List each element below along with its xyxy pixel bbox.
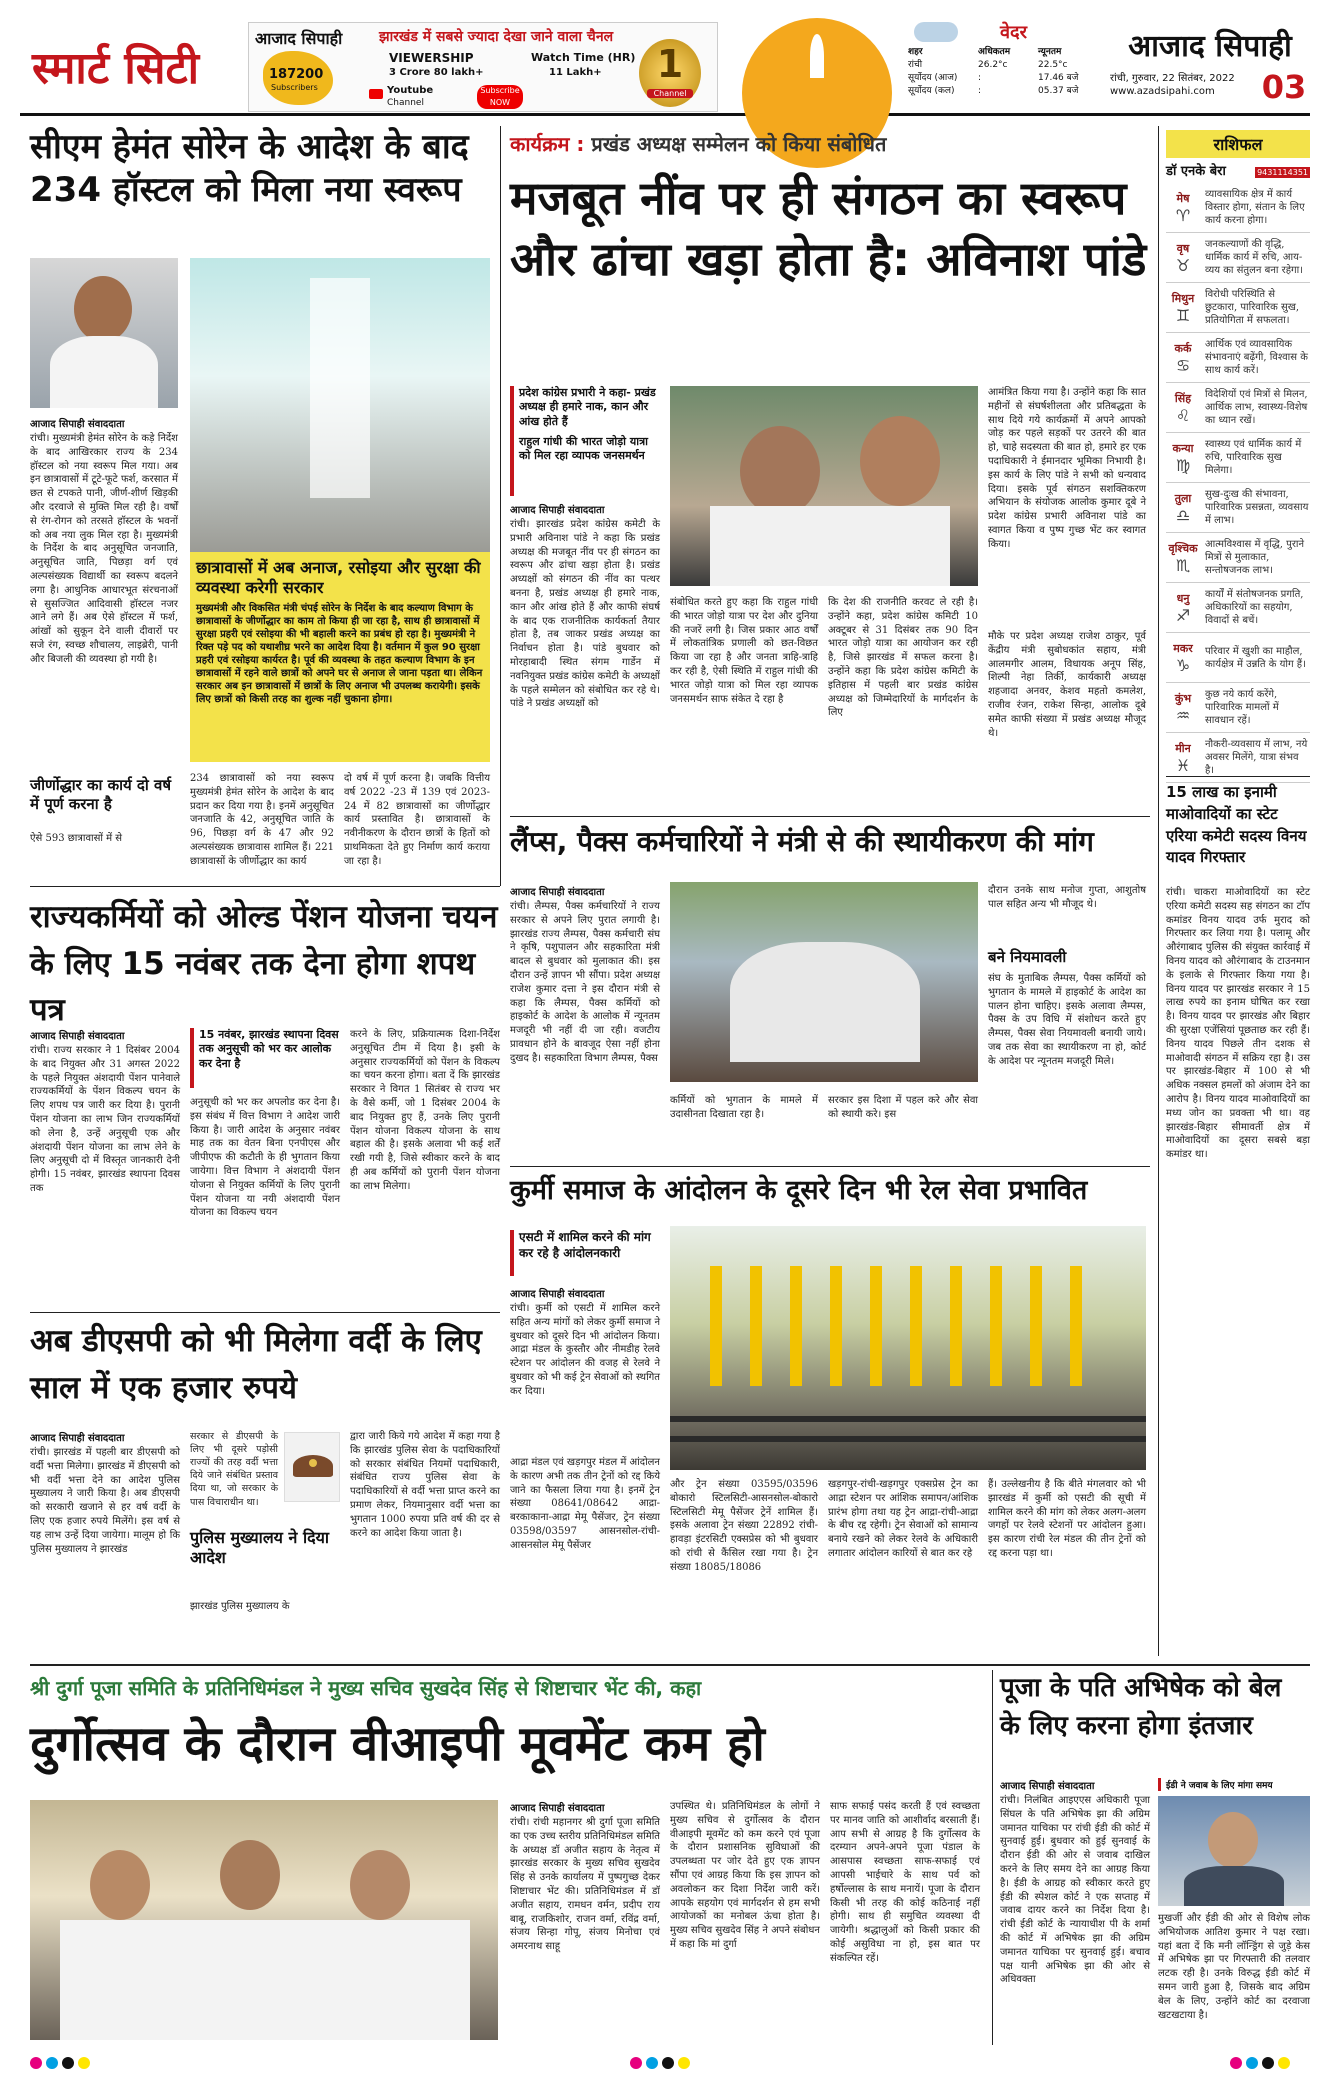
kurmi-rail-photo	[670, 1226, 1146, 1470]
dateline: रांची, गुरुवार, 22 सितंबर, 2022	[1110, 73, 1235, 84]
rashifal-sign-name: सिंह	[1174, 391, 1192, 405]
bail-tag: ईडी ने जवाब के लिए मांगा समय	[1158, 1778, 1310, 1791]
rashifal-item	[1166, 633, 1310, 683]
rashifal-sign-name: मकर	[1173, 641, 1193, 655]
rashifal-box	[1166, 130, 1310, 776]
pension-note: 15 नवंबर, झारखंड स्थापना दिवस तक अनुसूची को भर कर आलोक कर देना है	[190, 1028, 340, 1088]
watch-time-label: Watch Time (HR)	[531, 51, 636, 64]
hostel-byline: आजाद सिपाही संवाददाता	[30, 419, 125, 430]
congress-quote-1: प्रदेश कांग्रेस प्रभारी ने कहा- प्रखंड अध्यक्ष ही हमारे नाक, कान और आंख होते हैं	[519, 386, 656, 428]
congress-quote-2: राहुल गांधी की भारत जोड़ो यात्रा को मिल रहा व्यापक जनसमर्थन	[519, 434, 648, 463]
maoist-body: रांची। चाकरा माओवादियों का स्टेट एरिया कमेटी सदस्य सह संगठन का टॉप कमांडर विनय यादव उर्फ मुराद को गिरफ्तार कर लिया गया है। पलामू और औरंगाबाद पुलिस की संयुक्त कार्रवाई में विनय यादव को औरंगाबाद के टाउनमान के इलाके से गिरफ्तार किया गया है। विनय यादव पर झारखंड सरकार ने 15 लाख रुपये का इनाम घोषित कर रखा है। विनय यादव पर झारखंड और बिहार की सुरक्षा एजेंसियां पूछताछ कर रही हैं। विनय यादव पिछले तीन दशक से माओवादी संगठन में सक्रिय रहा है। उस पर झारखंड-बिहार में 100 से भी अधिक नक्सल हमलों को अंजाम देने का आरोप है। विनय यादव माओवादियों का मध्य जोन का प्रवक्ता भी था। वह झारखंड-बिहार सीमावर्ती क्षेत्र में माओवादियों का दूसरा सबसे बड़ा कमांडर था।	[1166, 887, 1310, 1161]
rashifal-text: जनकल्याणों की वृद्धि, धार्मिक कार्य में रुचि, आय-व्यय का संतुलन बना रहेगा।	[1205, 239, 1304, 276]
kurmi-col4: हैं। उल्लेखनीय है कि बीते मंगलवार को भी झारखंड में कुर्मी को एसटी की सूची में शामिल करने की मांग को लेकर अलग-अलग जगहों पर रेलवे स्टेशनों पर आंदोलन हुआ। इस कारण रांची रेल मंडल की तीन ट्रेनों को रद्द करना पड़ा था।	[988, 1479, 1146, 1559]
rashifal-sign	[1166, 439, 1200, 477]
print-registration-marks	[30, 2050, 1310, 2070]
durga-photo	[30, 1800, 498, 2040]
weather-h0: शहर	[908, 47, 923, 57]
rashifal-sign-name: मेष	[1176, 191, 1190, 205]
kurmi-headline: कुर्मी समाज के आंदोलन के दूसरे दिन भी रेल सेवा प्रभावित	[510, 1175, 1088, 1206]
rashifal-text: सुख-दुःख की संभावना, पारिवारिक प्रसन्नता, व्यवसाय में लाभ।	[1205, 489, 1309, 526]
congress-kicker	[510, 130, 1150, 157]
hostel-col3: दो वर्ष में पूर्ण करना है। जबकि वित्तीय वर्ष 2022 -23 में 139 एवं 2023-24 में 82 छात्रावासों का जीर्णोद्धार कार्य प्रस्तावित है। छात्रावासों के नवीनीकरण के दौरान छात्रों के हितों को प्राथमिकता देते हुए निर्माण कार्य कराया जा रहा है।	[344, 773, 490, 867]
now-label: NOW	[489, 98, 511, 107]
rashifal-text: परिवार में खुशी का माहौल, कार्यक्षेत्र में उन्नति के योग हैं।	[1205, 645, 1306, 670]
rashifal-sign	[1166, 189, 1200, 227]
weather-h1: अधिकतम	[978, 47, 1011, 57]
lamps-col3: सरकार इस दिशा में पहल करे और सेवा को स्थायी करे। इस	[828, 1095, 978, 1120]
kurmi-col2: और ट्रेन संख्या 03595/03596 बोकारो स्टिलसिटी-आसनसोल-बोकारो स्टिलसिटी मेमू पैसेंजर ट्रेनें शामिल हैं। इसके अलावा ट्रेन संख्या 22892 रांची-हावड़ा इंटरसिटी एक्सप्रेस को भी बुधवार को रांची से कैंसिल रखा गया है। ट्रेन संख्या 18085/18086	[670, 1479, 818, 1573]
weather-r1c0: सूर्योदय (आज)	[908, 73, 958, 83]
congress-byline: आजाद सिपाही संवाददाता	[510, 505, 605, 516]
hostel-highlight-box	[190, 552, 490, 762]
rashifal-sign	[1166, 639, 1200, 677]
hostel-body-2: ऐसे 593 छात्रावासों में से	[30, 833, 123, 844]
bail-byline: आजाद सिपाही संवाददाता	[1000, 1781, 1095, 1792]
rashifal-item	[1166, 533, 1310, 583]
kurmi-col3: खड़गपुर-रांची-खड़गपुर एक्सप्रेस ट्रेन का आद्रा स्टेशन पर आंशिक समापन/आंशिक प्रारंभ होगा तथा यह ट्रेन आद्रा-रांची-आद्रा के बीच रद्द रहेगी। ट्रेन सेवाओं को सामान्य बनाये रखने को लेकर रेलवे के अधिकारी लगातार आंदोलन कारियों से बात कर रहे	[828, 1479, 978, 1559]
cloud-icon	[914, 22, 958, 42]
durga-col1: रांची। रांची महानगर श्री दुर्गा पूजा समिति का एक उच्च स्तरीय प्रतिनिधिमंडल समिति के अध्यक्ष डॉ अजीत सहाय के नेतृत्व में झारखंड सरकार के मुख्य सचिव सुखदेव सिंह से उनके कार्यालय में पुष्पगुच्छ देकर शिष्टाचार भेंट की। प्रतिनिधिमंडल में डॉ अजीत सहाय, रामधन वर्मन, प्रदीप राय बाबू, राजकिशोर, राजन वर्मा, रविंद्र वर्मा, संजय सिन्हा गोपू, संजय मिनोचा एवं अमरनाथ साहू	[510, 1817, 660, 1953]
dsp-headline: अब डीएसपी को भी मिलेगा वर्दी के लिए साल में एक हजार रुपये	[30, 1323, 482, 1406]
zodiac-icon: ♉	[1175, 255, 1191, 275]
rashifal-sign	[1166, 689, 1200, 727]
rashifal-sign	[1166, 289, 1200, 327]
congress-col3: कि देश की राजनीति करवट ले रही है। उन्होंने कहा, प्रदेश कांग्रेस कमिटी 10 अक्टूबर से 31 दिसंबर तक 90 दिन भारत जोड़ो यात्रा का आयोजन कर रही है, जिसे झारखंड में सफल करना है। उन्होंने कहा कि प्रदेश कांग्रेस कमिटी के इतिहास में पहली बार प्रखंड कांग्रेस अध्यक्ष को जिम्मेदारियों के मार्गदर्शन के लिए	[828, 597, 978, 719]
pension-headline: राज्यकर्मियों को ओल्ड पेंशन योजना चयन के लिए 15 नवंबर तक देना होगा शपथ पत्र	[30, 899, 498, 1028]
zodiac-icon: ♊	[1175, 305, 1191, 325]
rashifal-item	[1166, 183, 1310, 233]
rashifal-text: कार्यों में संतोषजनक प्रगति, अधिकारियों का सहयोग, विवादों से बचें।	[1205, 589, 1304, 626]
pension-byline: आजाद सिपाही संवाददाता	[30, 1031, 125, 1042]
rashifal-text: स्वास्थ्य एवं धार्मिक कार्य में रुचि, पारिवारिक सुख मिलेगा।	[1205, 439, 1302, 476]
kicker-rest: प्रखंड अध्यक्ष सम्मेलन को किया संबोधित	[591, 132, 887, 156]
rashifal-item	[1166, 483, 1310, 533]
rashifal-text: आत्मविश्वास में वृद्धि, पुराने मित्रों से मुलाकात, सन्तोषजनक लाभ।	[1205, 539, 1305, 576]
lamps-col4b: संघ के मुताबिक लैम्पस, पैक्स कर्मियों को भुगतान के मामले में हाइकोर्ट के आदेश का पालन होना चाहिए। इसके अलावा लैम्पस, पैक्स के उप विधि में संशोधन करते हुए लैम्पस, पैक्स सेवा नियमावली बनायी जाये। जब तक सेवा का स्थायीकरण ना हो, कोर्ट के आदेश पर न्यूनतम मजदूरी मिले।	[988, 973, 1146, 1067]
rashifal-sign	[1166, 339, 1200, 377]
rashifal-sign	[1166, 589, 1200, 627]
rashifal-sign	[1166, 489, 1200, 527]
dsp-col2: सरकार से डीएसपी के लिए भी दूसरे पड़ोसी राज्यों की तरह वर्दी भत्ता दिये जाने संबंधित प्रस्ताव दिया था, जो सरकार के पास विचाराधीन था।	[190, 1431, 278, 1508]
rashifal-sign	[1166, 389, 1200, 427]
bail-body-2: मुखर्जी और ईडी की ओर से विशेष लोक अभियोजक आतिश कुमार ने पक्ष रखा। यहां बता दें कि मनी लॉन्ड्रिंग से जुड़े केस में अभिषेक झा पर गिरफ्तारी की तलवार लटक रही है। उनके विरुद्ध ईडी कोर्ट में समन जारी हुआ है, जिसके बाद अग्रिम बेल के लिए, उन्होंने कोर्ट का दरवाजा खटखटाया है।	[1158, 1913, 1310, 2021]
durga-col3: साफ सफाई पसंद करती हैं एवं स्वच्छता पर मानव जाति को आशीर्वाद बरसाती हैं। आप सभी से आग्रह है कि दुर्गोत्सव के दरम्यान अपने-अपने पूजा पंडाल के आसपास स्वच्छता साफ-सफाई एवं आपसी भाईचारे के साथ पर्व को हर्षोल्लास के साथ मनायें। पूजा के दौरान किसी भी तरह की कोई कठिनाई नहीं होगी। साथ ही समुचित व्यवस्था दी जायेगी। श्रद्धालुओं को किसी प्रकार की कोई असुविधा ना हो, इस बात पर संकल्पित रहें।	[830, 1801, 980, 1964]
cm-photo	[30, 258, 178, 408]
viewership-value: 3 Crore 80 lakh+	[389, 67, 484, 78]
subscribers-count: 187200	[269, 67, 324, 82]
hostel-subhead: जीर्णोद्धार का कार्य दो वर्ष में पूर्ण करना है	[30, 776, 172, 813]
zodiac-icon: ♌	[1175, 405, 1191, 425]
rashifal-list	[1166, 183, 1310, 783]
paper-name: आजाद सिपाही	[1128, 29, 1292, 64]
dsp-col1: रांची। झारखंड में पहली बार डीएसपी को वर्दी भत्ता मिलेगा। झारखंड में डीएसपी को भी वर्दी भत्ता देने का आदेश पुलिस मुख्यालय ने जारी किया है। अब डीएसपी को सरकारी खजाने से हर वर्ष वर्दी के लिए एक हजार रुपये मिलेंगे। इस वर्ष से यह लाभ उन्हें दिया जायेगा। मालूम हो कि पुलिस मुख्यालय ने झारखंड	[30, 1447, 180, 1555]
rashifal-sign-name: कन्या	[1172, 441, 1194, 455]
congress-col4b: मौके पर प्रदेश अध्यक्ष राजेश ठाकुर, पूर्व केंद्रीय मंत्री सुबोधकांत सहाय, मंत्री आलमगीर आलम, विधायक अनूप सिंह, शिल्पी नेहा तिर्की, कार्यकारी अध्यक्ष शहजादा अनवर, केशव महतो कमलेश, राजीव रंजन, राकेश सिन्हा, आलोक दूबे समेत काफी संख्या में प्रखंड अध्यक्ष मौजूद थे।	[988, 631, 1146, 739]
durga-headline: दुर्गोत्सव के दौरान वीआइपी मूवमेंट कम हो	[30, 1716, 765, 1772]
pension-col3: करने के लिए, प्रक्रियात्मक दिशा-निर्देश अनुसूचित टीम में दिया है। इसी के अनुसार राज्यकर्मियों को पेंशन के विकल्प का चयन करना होगा। बता दें कि झारखंड सरकार ने विगत 1 सितंबर से राज्य भर के वैसे कर्मी, जो 1 दिसंबर 2004 के बाद नियुक्त हुए हैं, उनके लिए पुरानी पेंशन योजना विकल्प योजना के साथ बहाल की है। इसके अलावा भी कई शर्तें रखी गयी है, जिसे स्वीकार करने के बाद ही अब कर्मियों को पुरानी पेंशन योजना का लाभ मिलेगा।	[350, 1029, 500, 1192]
rashifal-text: कुछ नये कार्य करेंगे, पारिवारिक मामलों में सावधान रहें।	[1205, 689, 1279, 726]
rashifal-sign	[1166, 539, 1200, 577]
rashifal-text: आर्थिक एवं व्यावसायिक संभावनाएं बढ़ेंगी, विश्वास के साथ कार्य करें।	[1205, 339, 1308, 376]
maoist-headline: 15 लाख का इनामी माओवादियों का स्टेट एरिया कमेटी सदस्य विनय यादव गिरफ्तार	[1166, 783, 1307, 867]
rashifal-sign-name: वृष	[1176, 241, 1190, 255]
weather-r0c0: रांची	[908, 60, 923, 70]
weather-r1c2: 17.46 बजे	[1038, 73, 1079, 83]
congress-col2: संबोधित करते हुए कहा कि राहुल गांधी की भारत जोड़ो यात्रा पर देश और दुनिया की नजरें लगी है। जिस प्रकार आठ वर्षों में लोकतांत्रिक प्रणाली को छत-विछत किया जा रहा है और जनता त्राहि-त्राहि कर रही है, ऐसी स्थिति में राहुल गांधी की भारत जोड़ो यात्रा को मिल रहा व्यापक जनसमर्थन साफ संकेत दे रहा है	[670, 597, 818, 705]
dsp-col3: द्वारा जारी किये गये आदेश में कहा गया है कि झारखंड पुलिस सेवा के पदाधिकारियों को सरकार संबंधित नियमों पदाधिकारी, संबंधित राज्य पुलिस सेवा के पदाधिकारियों से वर्दी भत्ता प्राप्त करने का प्रमाण लेकर, नियमानुसार वर्दी भत्ता का भुगतान 1000 रुपया प्रति वर्ष की दर से करने का आदेश किया जाता है।	[350, 1431, 500, 1539]
channel-label: Channel	[647, 89, 693, 98]
number-one: 1	[656, 42, 684, 86]
rashifal-sign-name: कर्क	[1174, 341, 1192, 355]
rashifal-sign-name: धनु	[1176, 591, 1190, 605]
weather-h2: न्यूनतम	[1038, 47, 1062, 57]
hostel-col2: 234 छात्रावासों को नया स्वरूप मुख्यमंत्री हेमंत सोरेन के आदेश के बाद प्रदान कर दिया गया है। इनमें अनुसूचित जनजाति के 42, अनुसूचित जाति के 96, पिछड़ा वर्ग के 47 और 92 अल्पसंख्यक छात्रावास शामिल हैं। 221 छात्रावासों के जीर्णोद्धार का कार्य	[190, 773, 334, 867]
weather-r2c0: सूर्योदय (कल)	[908, 86, 955, 96]
lamps-col2: कर्मियों को भुगतान के मामले में उदासीनता दिखाता रहा है।	[670, 1095, 818, 1120]
watch-time-value: 11 Lakh+	[549, 67, 602, 78]
rashifal-item	[1166, 433, 1310, 483]
kicker-label: कार्यक्रम :	[510, 132, 585, 156]
channel-ad	[248, 22, 718, 112]
ad-tagline: झारखंड में सबसे ज्यादा देखा जाने वाला चैनल	[379, 29, 614, 45]
kurmi-col1b: आद्रा मंडल एवं खड़गपुर मंडल में आंदोलन के कारण अभी तक तीन ट्रेनों को रद्द किये जाने का फैसला लिया गया है। इनमें ट्रेन संख्या 08641/08642 आद्रा-बरकाकाना-आद्रा मेमू पैसेंजर, ट्रेन संख्या 03598/03597 आसनसोल-रांची-आसनसोल मेमू पैसेंजर	[510, 1457, 660, 1551]
highlight-body: मुख्यमंत्री और विकसित मंत्री चंपई सोरेन के निर्देश के बाद कल्याण विभाग के छात्रावासों के जीर्णोद्धार का काम तो किया ही जा रहा है, साथ ही छात्रावासों में सुरक्षा प्रहरी एवं रसोइया की भी बहाली करने का प्रबंध हो रहा है। मुख्यमंत्री ने रिक्त पड़े पद को यथाशीघ्र भरने का आदेश दिया है। वर्तमान में कुल 90 सुरक्षा प्रहरी एवं रसोइया कार्यरत है। पूर्व की व्यवस्था के तहत कल्याण विभाग के इन छात्रावासों में रहने वाले छात्रों को अपने घर से अनाज ले जाना पड़ता था। लेकिन सरकार अब इन छात्रावासों में छात्रों के लिए अनाज भी उपलब्ध करायेगी। इसके लिए छात्रों को किसी तरह का शुल्क नहीं चुकाना होगा।	[196, 603, 483, 705]
kurmi-byline: आजाद सिपाही संवाददाता	[510, 1289, 605, 1300]
lamps-subhead: बने नियमावली	[988, 948, 1067, 966]
lamps-col1: रांची। लैम्पस, पैक्स कर्मचारियों ने राज्य सरकार से अपने लिए पुरात लगायी है। झारखंड राज्य लैम्पस, पैक्स कर्मचारी संघ ने कृषि, पशुपालन और सहकारिता मंत्री बादल से बुधवार को मुलाकात की। इस दौरान उन्हें ज्ञापन भी सौंपा। प्रदेश अध्यक्ष राजेश कुमार दत्ता ने इस दौरान मंत्री से कहा कि लैम्पस, पैक्स कर्मियों को हाइकोर्ट के आदेश के आलोक में न्यूनतम मजदूरी भी नहीं दी जा रही। वजटीय प्रावधान होने के बावजूद ऐसा नहीं होना दुखद है। सहकारिता विभाग लैम्पस, पैक्स	[510, 901, 660, 1064]
dsp-byline: आजाद सिपाही संवाददाता	[30, 1433, 125, 1444]
zodiac-icon: ♑	[1175, 655, 1191, 675]
hostel-headline: सीएम हेमंत सोरेन के आदेश के बाद 234 हॉस्टल को मिला नया स्वरूप	[30, 127, 469, 210]
zodiac-icon: ♐	[1175, 605, 1191, 625]
hostel-body: रांची। मुख्यमंत्री हेमंत सोरेन के कड़े निर्देश के बाद आखिरकार राज्य के 234 हॉस्टल को नया स्वरूप मिल गया। अब इन छात्रावासों में टूटे-फूटे फर्श, करसात में छत से टपकते पानी, जीर्ण-शीर्ण खिड़की और दरवाजे से मुक्ति मिल रही है। वर्षों से रंग-रोगन को तरसते हॉस्टल के भवनों को अब नया लुक मिल रहा है। मुख्यमंत्री के निर्देश के बाद अनुसूचित जनजाति, अनुसूचित जाति, पिछड़ा वर्ग एवं अल्पसंख्यक विद्यार्थी का स्वरूप बदलने लगा है। आधुनिक आधारभूत संरचनाओं से सुसज्जित आदिवासी हॉस्टल नजर आने लगे हैं। अब ऐसे हॉस्टल में फर्श, आंखों को सुकून देने वाली दीवारों पर सजे रंग, स्वच्छ शौचालय, लाइब्रेरी, पानी और बिजली की व्यवस्था हो गयी है।	[30, 433, 178, 665]
rashifal-item	[1166, 233, 1310, 283]
section-title: स्मार्ट सिटी	[32, 43, 200, 94]
rashifal-sign-name: मीन	[1175, 741, 1191, 755]
rashifal-text: व्यावसायिक क्षेत्र में कार्य विस्तार होगा, संतान के लिए कार्य करना होगा।	[1205, 189, 1305, 226]
zodiac-icon: ♓	[1175, 755, 1191, 775]
rashifal-item	[1166, 683, 1310, 733]
weather-r0c2: 22.5°c	[1038, 60, 1068, 70]
lamps-byline: आजाद सिपाही संवाददाता	[510, 887, 605, 898]
subscribers-label: Subscribers	[271, 83, 318, 92]
lamps-col4: दौरान उनके साथ मनोज गुप्ता, आशुतोष पाल सहित अन्य भी मौजूद थे।	[988, 885, 1146, 910]
durga-strap: श्री दुर्गा पूजा समिति के प्रतिनिधिमंडल ने मुख्य सचिव सुखदेव सिंह से शिष्टाचार भेंट की, कहा	[30, 1676, 702, 1700]
congress-col1: रांची। झारखंड प्रदेश कांग्रेस कमेटी के प्रभारी अविनाश पांडे ने कहा कि प्रखंड अध्यक्ष की मजबूत नींव पर ही संगठन का स्वरूप और ढांचा खड़ा होता है। प्रखंड अध्यक्षों को संगठन की नींव का पत्थर बनना है, प्रखंड अध्यक्ष ही हमारे नाक, कान और आंख होते हैं और काफी संघर्ष के बाद एक राजनीतिक कार्यकर्ता तैयार होता है, तब जाकर प्रखंड अध्यक्ष का निर्वाचन होता है। पांडे बुधवार को मोरहाबादी स्थित संगम गार्डेन में नवनियुक्त प्रखंड कांग्रेस कमेटी के अध्यक्षों के पहले सम्मेलन को संबोधित कर रहे थे। पांडे ने प्रखंड अध्यक्षों को	[510, 519, 660, 710]
page-number: 03	[1261, 68, 1307, 106]
rashifal-text: नौकरी-व्यवसाय में लाभ, नये अवसर मिलेंगे, यात्रा संभव है।	[1205, 739, 1308, 776]
lamps-headline: लैंप्स, पैक्स कर्मचारियों ने मंत्री से की स्थायीकरण की मांग	[510, 825, 1094, 858]
weather-title: वेदर	[1000, 22, 1027, 43]
durga-col2: उपस्थित थे। प्रतिनिधिमंडल के लोगों ने मुख्य सचिव से दुर्गोत्सव के दौरान वीआइपी मूवमेंट को कम करने एवं पूजा के दौरान प्रशासनिक सुविधाओं की उपलब्धता पर जोर देते हुए एक ज्ञापन सौंपा एवं आग्रह किया कि इस ज्ञापन को अवलोकन कर दिशा निर्देश जारी करें। आपके सहयोग एवं मार्गदर्शन से हम सभी आयोजकों का मनोबल ऊंचा होता है। मुख्य सचिव सुखदेव सिंह ने अपने संबोधन में कहा कि मां दुर्गा	[670, 1801, 820, 1950]
rashifal-item	[1166, 333, 1310, 383]
rashifal-author: डॉ एनके बेरा	[1166, 164, 1226, 179]
hostel-corridor-photo	[190, 258, 490, 554]
congress-headline: मजबूत नींव पर ही संगठन का स्वरूप और ढांचा खड़ा होता है: अविनाश पांडे	[510, 171, 1147, 286]
lamps-photo	[670, 882, 978, 1082]
rashifal-phone: 9431114351	[1257, 168, 1308, 177]
pension-col2: अनुसूची को भर कर अपलोड कर देना है। इस संबंध में वित्त विभाग ने आदेश जारी किया है। जारी आदेश के अनुसार नवंबर माह तक का वेतन बिना एनपीएस और जीपीएफ की कटौती के ही भुगतान किया जायेगा। वित्त विभाग ने अंशदायी पेंशन योजना से नियुक्त कर्मियों के लिए पुरानी पेंशन योजना या नयी अंशदायी पेंशन योजना का विकल्प चयन	[190, 1097, 340, 1219]
congress-quote	[510, 386, 660, 496]
jharkhand-map	[263, 51, 333, 105]
rashifal-text: विदेशियों एवं मित्रों से मिलन, आर्थिक लाभ, स्वास्थ्य-विशेष का ध्यान रखें।	[1205, 389, 1308, 426]
dsp-col2b: झारखंड पुलिस मुख्यालय के	[190, 1601, 290, 1612]
kurmi-col1: रांची। कुर्मी को एसटी में शामिल करने सहित अन्य मांगों को लेकर कुर्मी समाज ने बुधवार को दूसरे दिन भी आंदोलन किया। आद्रा मंडल के कुस्तौर और नीमडीह रेलवे स्टेशन पर आंदोलन की वजह से रेलवे ने बुधवार को भी कई ट्रेन सेवाओं को स्थगित कर दिया।	[510, 1303, 660, 1397]
website: www.azadsipahi.com	[1110, 86, 1215, 97]
rashifal-sign-name: वृश्चिक	[1168, 541, 1198, 555]
dsp-subhead: पुलिस मुख्यालय ने दिया आदेश	[190, 1528, 330, 1567]
weather-r2c1: :	[978, 86, 982, 96]
subscribe-label: Subscribe	[480, 86, 520, 95]
zodiac-icon: ♒	[1175, 705, 1191, 725]
kurmi-quote: एसटी में शामिल करने की मांग कर रहे है आंदोलनकारी	[510, 1230, 660, 1276]
ad-brand: आजाद सिपाही	[255, 29, 343, 48]
viewership-label: VIEWERSHIP	[389, 51, 474, 65]
highlight-title: छात्रावासों में अब अनाज, रसोइया और सुरक्षा की व्यवस्था करेगी सरकार	[196, 558, 481, 597]
rashifal-sign-name: मिथुन	[1171, 291, 1195, 305]
durga-byline: आजाद सिपाही संवाददाता	[510, 1803, 605, 1814]
congress-photo	[670, 386, 978, 586]
rashifal-item	[1166, 383, 1310, 433]
youtube-icon	[369, 89, 383, 99]
masthead	[20, 18, 1310, 116]
zodiac-icon: ♈	[1175, 205, 1191, 225]
zodiac-icon: ♎	[1175, 505, 1191, 525]
weather-table	[908, 46, 1098, 98]
rashifal-sign-name: कुंभ	[1174, 691, 1192, 705]
congress-col4: आमंत्रित किया गया है। उन्होंने कहा कि सात महीनों से संघर्षशीलता और प्रतिबद्धता के साथ दिये गये कार्यक्रमों में अपने आपको जोड़ कर पहले सड़कों पर उतरने की बात हो, चाहे सदस्यता की बात हो, हमारे हर एक पदाधिकारी ने ईमानदार भूमिका निभायी है। इस कार्य के लिए पांडे ने सभी को धन्यवाद दिया। इसके पूर्व संगठन सशक्तिकरण अभियान के संयोजक आलोक कुमार दूबे ने प्रदेश कांग्रेस प्रभारी अविनाश पांडे का स्वागत किया व पुष्प गुच्छ भेंट कर स्वागत किया।	[988, 387, 1146, 550]
rashifal-sign	[1166, 739, 1200, 777]
weather-r2c2: 05.37 बजे	[1038, 86, 1079, 96]
rashifal-text: विरोधी परिस्थिति से छुटकारा, पारिवारिक सुख, प्रतियोगिता में सफलता।	[1205, 289, 1300, 326]
youtube-sub: Channel	[387, 98, 424, 108]
weather-box	[908, 20, 1098, 112]
zodiac-icon: ♍	[1175, 455, 1191, 475]
pen-nib-logo	[732, 18, 902, 110]
youtube-label: Youtube	[387, 85, 434, 96]
rashifal-sign-name: तुला	[1174, 491, 1192, 505]
rashifal-item	[1166, 283, 1310, 333]
police-cap-icon	[284, 1432, 340, 1502]
weather-r1c1: :	[978, 73, 982, 83]
weather-r0c1: 26.2°c	[978, 60, 1008, 70]
number-one-badge	[639, 39, 701, 107]
bail-headline: पूजा के पति अभिषेक को बेल के लिए करना होगा इंतजार	[1000, 1673, 1282, 1741]
subscribe-button[interactable]	[477, 85, 523, 109]
zodiac-icon: ♋	[1175, 355, 1191, 375]
rashifal-sign	[1166, 239, 1200, 277]
abhishek-photo	[1158, 1796, 1310, 1906]
rashifal-item	[1166, 583, 1310, 633]
zodiac-icon: ♏	[1175, 555, 1191, 575]
rashifal-title: राशिफल	[1166, 130, 1310, 158]
pension-col1: रांची। राज्य सरकार ने 1 दिसंबर 2004 के बाद नियुक्त और 31 अगस्त 2022 के पहले नियुक्त अंशदायी पेंशन पानेवाले राज्यकर्मियों के पेंशन विकल्प चयन के लिए शपथ पत्र जारी कर दिया है। पुरानी पेंशन योजना का लाभ जिन राज्यकर्मियों को लेना है, उन्हें अनुसूची एक और अंशदायी पेंशन योजना का लाभ लेने के लिए अनुसूची दो में विस्तृत जानकारी देनी होगी। 15 नवंबर, झारखंड स्थापना दिवस तक	[30, 1045, 180, 1194]
bail-body: रांची। निलंबित आइएएस अधिकारी पूजा सिंघल के पति अभिषेक झा की अग्रिम जमानत याचिका पर रांची ईडी की कोर्ट में सुनवाई हुई। बुधवार को हुई सुनवाई के दौरान ईडी की ओर से जवाब दाखिल करने के लिए समय देने का आग्रह किया है। ईडी के आग्रह को स्वीकार करते हुए ईडी की स्पेशल कोर्ट ने एक सप्ताह में जवाब दायर करने का निर्देश दिया है। रांची ईडी कोर्ट के न्यायाधीश पी के शर्मा की कोर्ट में अभिषेक झा की अग्रिम जमानत याचिका पर सुनवाई हुई। बचाव पक्ष यानी अभिषेक झा की ओर से अधिवक्ता	[1000, 1795, 1150, 1986]
